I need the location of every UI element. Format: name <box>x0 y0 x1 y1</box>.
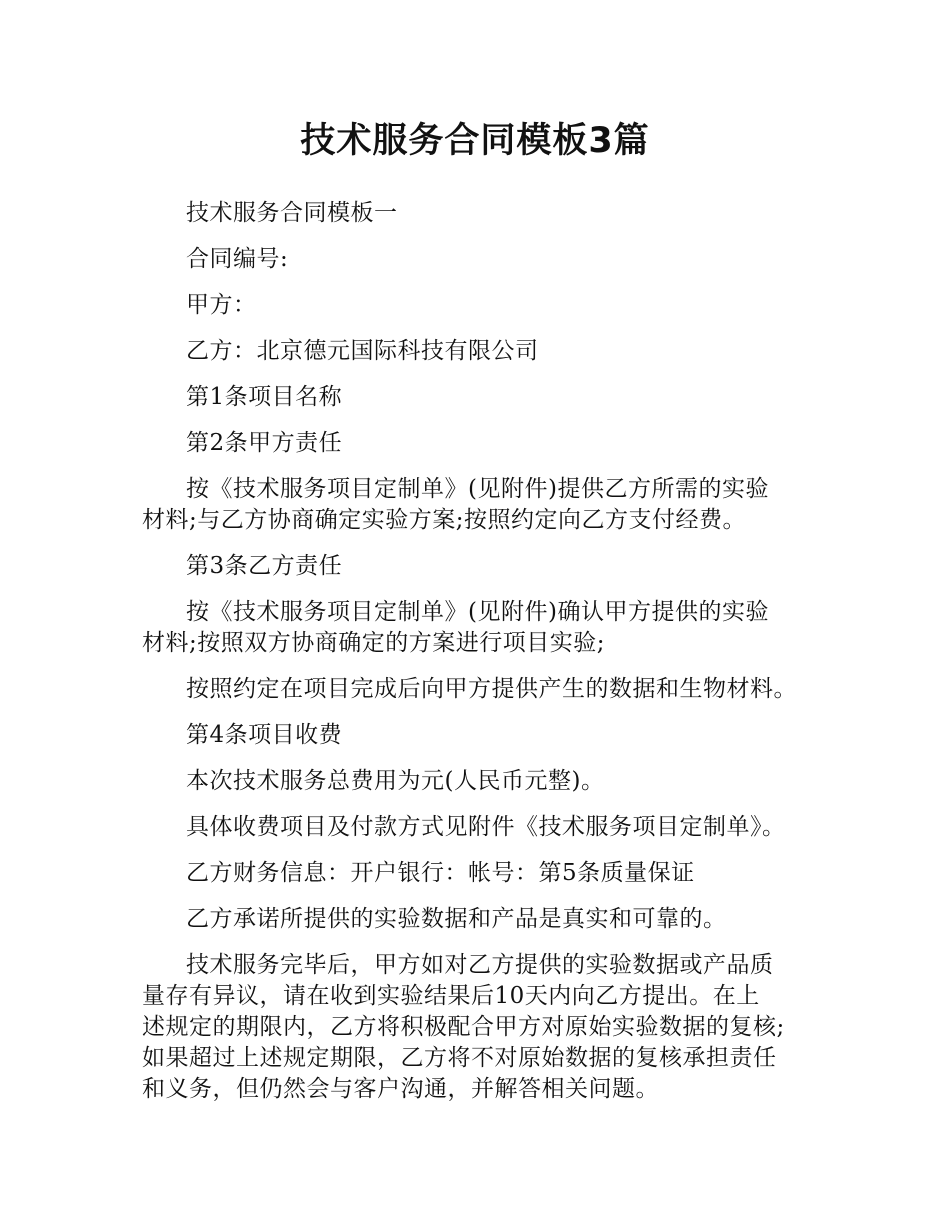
article-3-body-2 <box>142 674 832 705</box>
text-line: 第3条乙方责任 <box>186 553 343 579</box>
text-line: 乙方财务信息：开户银行：帐号：第5条质量保证 <box>186 860 695 886</box>
document-title: 技术服务合同模板3篇 <box>300 121 650 161</box>
text-line: 材料;按照双方协商确定的方案进行项目实验; <box>142 630 605 656</box>
text-line: 材料;与乙方协商确定实验方案;按照约定向乙方支付经费。 <box>142 507 746 533</box>
article-3-heading <box>142 551 832 582</box>
text-line: 技术服务完毕后，甲方如对乙方提供的实验数据或产品质 <box>186 952 774 978</box>
article-2-heading <box>142 428 832 459</box>
text-line: 按《技术服务项目定制单》(见附件)确认甲方提供的实验 <box>186 599 769 625</box>
paragraph-contract-number <box>142 244 832 275</box>
text-line: 和义务，但仍然会与客户沟通，并解答相关问题。 <box>142 1076 659 1102</box>
text-line: 具体收费项目及付款方式见附件《技术服务项目定制单》。 <box>186 814 786 840</box>
article-2-body <box>142 474 832 536</box>
text-line: 述规定的期限内，乙方将积极配合甲方对原始实验数据的复核; <box>142 1014 785 1040</box>
article-1-heading <box>142 382 832 413</box>
paragraph-template-heading <box>142 198 832 229</box>
text-line: 第2条甲方责任 <box>186 430 343 456</box>
paragraph-party-a <box>142 290 832 321</box>
text-line: 合同编号: <box>186 246 289 272</box>
article-5-body <box>142 950 832 1105</box>
text-line: 量存有异议，请在收到实验结果后10天内向乙方提出。在上 <box>142 983 760 1009</box>
article-4-heading <box>142 720 832 751</box>
article-5-promise <box>142 904 832 935</box>
text-line: 第4条项目收费 <box>186 722 343 748</box>
paragraph-party-b <box>142 336 832 367</box>
text-line: 技术服务合同模板一 <box>186 200 398 226</box>
document-body <box>142 198 832 1120</box>
text-line: 按照约定在项目完成后向甲方提供产生的数据和生物材料。 <box>186 676 797 702</box>
text-line: 如果超过上述规定期限，乙方将不对原始数据的复核承担责任 <box>142 1045 777 1071</box>
text-line: 按《技术服务项目定制单》(见附件)提供乙方所需的实验 <box>186 476 769 502</box>
text-line: 乙方承诺所提供的实验数据和产品是真实和可靠的。 <box>186 906 727 932</box>
text-line: 甲方： <box>186 292 257 318</box>
text-line: 本次技术服务总费用为元(人民币元整)。 <box>186 768 605 794</box>
article-4-payment <box>142 812 832 843</box>
text-line: 乙方：北京德元国际科技有限公司 <box>186 338 539 364</box>
article-4-fee <box>142 766 832 797</box>
article-3-body <box>142 597 832 659</box>
text-line: 第1条项目名称 <box>186 384 343 410</box>
finance-info <box>142 858 832 889</box>
